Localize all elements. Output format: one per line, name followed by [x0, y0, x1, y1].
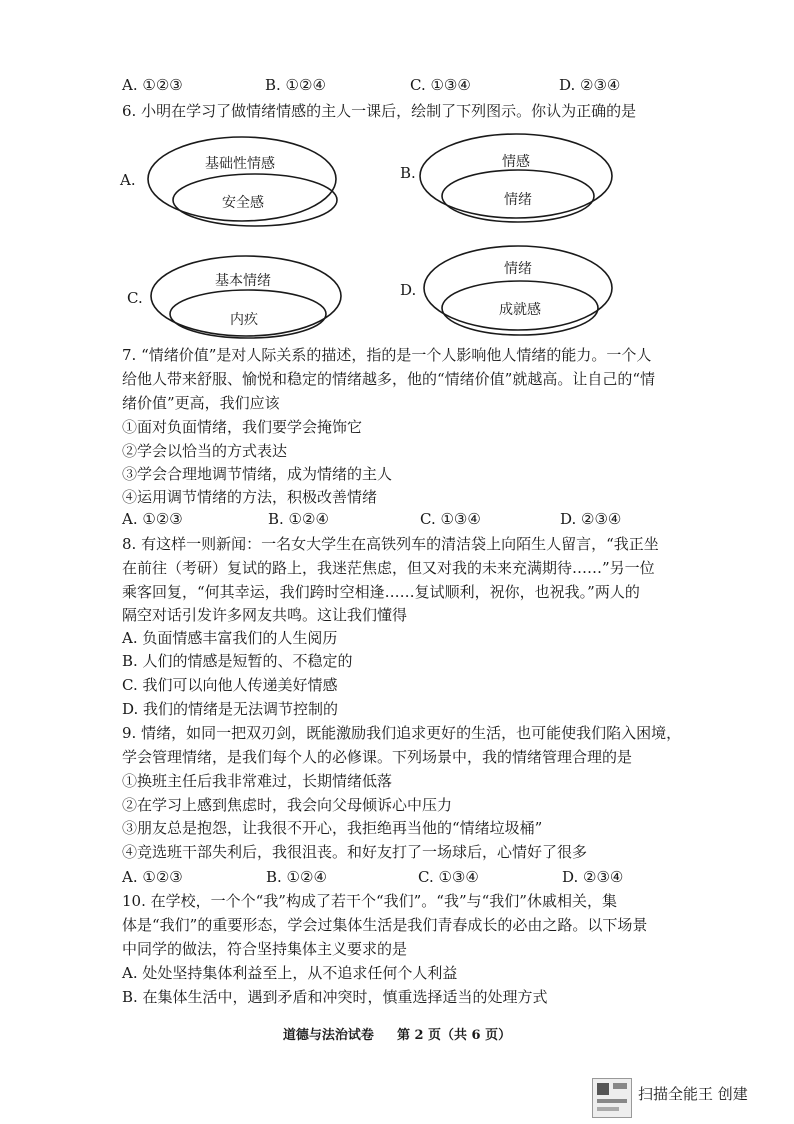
- q6-diagram-a-inner: 安全感: [222, 195, 264, 211]
- q8-option-b: B. 人们的情感是短暂的、不稳定的: [122, 652, 353, 670]
- q7-item-4: ④运用调节情绪的方法，积极改善情绪: [122, 488, 378, 506]
- q6-diagram-d: [422, 244, 622, 344]
- scanner-watermark: 扫描全能王 创建: [638, 1085, 748, 1103]
- q6-diagram-c-inner: 内疚: [230, 312, 258, 328]
- q9-stem-line: 9. 情绪，如同一把双刃剑，既能激励我们追求更好的生活，也可能使我们陷入困境，: [122, 724, 682, 742]
- q10-stem-line: 体是“我们”的重要形态，学会过集体生活是我们青春成长的必由之路。以下场景: [122, 916, 648, 934]
- q7-item-1: ①面对负面情绪，我们要学会掩饰它: [122, 418, 363, 436]
- q5-option-d: D. ②③④: [559, 76, 621, 94]
- q8-option-d: D. 我们的情绪是无法调节控制的: [122, 700, 339, 718]
- q7-item-3: ③学会合理地调节情绪，成为情绪的主人: [122, 465, 393, 483]
- q7-item-2: ②学会以恰当的方式表达: [122, 442, 288, 460]
- q5-options: [122, 74, 682, 96]
- q7-option-a: A. ①②③: [122, 510, 183, 528]
- q8-stem-line: 隔空对话引发许多网友共鸣。这让我们懂得: [122, 606, 408, 624]
- q7-options: [122, 508, 682, 530]
- q9-option-b: B. ①②④: [266, 868, 327, 886]
- q7-option-b: B. ①②④: [268, 510, 329, 528]
- q7-stem-line: 给他人带来舒服、愉悦和稳定的情绪越多，他的“情绪价值”就越高。让自己的“情: [122, 370, 656, 388]
- q8-stem-line: 8. 有这样一则新闻：一名女大学生在高铁列车的清洁袋上向陌生人留言，“我正坐: [122, 535, 659, 553]
- q10-stem-line: 中同学的做法，符合坚持集体主义要求的是: [122, 940, 408, 958]
- q6-diagram-b-outer: 情感: [502, 154, 530, 170]
- q7-option-d: D. ②③④: [560, 510, 622, 528]
- q5-option-b: B. ①②④: [265, 76, 326, 94]
- q10-option-b: B. 在集体生活中，遇到矛盾和冲突时，慎重选择适当的处理方式: [122, 988, 548, 1006]
- q9-item-1: ①换班主任后我非常难过，长期情绪低落: [122, 772, 393, 790]
- q6-stem: 6. 小明在学习了做情绪情感的主人一课后，绘制了下列图示。你认为正确的是: [122, 102, 637, 120]
- q6-diagram-d-outer: 情绪: [504, 261, 532, 277]
- q7-stem-line: 7. “情绪价值”是对人际关系的描述，指的是一个人影响他人情绪的能力。一个人: [122, 346, 652, 364]
- q5-option-c: C. ①③④: [410, 76, 471, 94]
- q6-diagram-a-outer: 基础性情感: [205, 156, 275, 172]
- q5-option-a: A. ①②③: [122, 76, 183, 94]
- footer-subject: 道德与法治试卷: [282, 1028, 374, 1043]
- q9-options: [122, 866, 682, 888]
- q9-item-4: ④竞选班干部失利后，我很沮丧。和好友打了一场球后，心情好了很多: [122, 843, 588, 861]
- q9-stem-line: 学会管理情绪，是我们每个人的必修课。下列场景中，我的情绪管理合理的是: [122, 748, 633, 766]
- q6-diagram-c: [148, 252, 348, 352]
- q9-option-c: C. ①③④: [418, 868, 479, 886]
- q6-diagram-b: [418, 130, 618, 230]
- q8-stem-line: 在前往（考研）复试的路上，我迷茫焦虑，但又对我的未来充满期待……”另一位: [122, 559, 655, 577]
- q6-diagram-a: [145, 135, 345, 235]
- q9-item-2: ②在学习上感到焦虑时，我会向父母倾诉心中压力: [122, 796, 453, 814]
- q9-option-d: D. ②③④: [562, 868, 624, 886]
- q9-option-a: A. ①②③: [122, 868, 183, 886]
- q6-diagram-b-inner: 情绪: [504, 192, 532, 208]
- q7-option-c: C. ①③④: [420, 510, 481, 528]
- q6-diagram-a-letter: A.: [120, 171, 136, 189]
- q6-diagram-d-inner: 成就感: [499, 302, 541, 318]
- q10-option-a: A. 处处坚持集体利益至上，从不追求任何个人利益: [122, 964, 458, 982]
- q6-diagram-b-letter: B.: [400, 164, 416, 182]
- q6-diagram-c-letter: C.: [127, 289, 143, 307]
- q10-stem-line: 10. 在学校，一个个“我”构成了若干个“我们”。“我”与“我们”休戚相关，集: [122, 892, 617, 910]
- footer-page-number: 第 2 页（共 6 页）: [396, 1028, 512, 1043]
- q8-option-a: A. 负面情感丰富我们的人生阅历: [122, 629, 338, 647]
- qr-code-icon: [592, 1078, 632, 1118]
- q8-option-c: C. 我们可以向他人传递美好情感: [122, 676, 338, 694]
- q9-item-3: ③朋友总是抱怨，让我很不开心，我拒绝再当他的“情绪垃圾桶”: [122, 819, 543, 837]
- q8-stem-line: 乘客回复，“何其幸运，我们跨时空相逢……复试顺利，祝你，也祝我。”两人的: [122, 583, 640, 601]
- q7-stem-line: 绪价值”更高，我们应该: [122, 394, 280, 412]
- page-footer: [0, 1024, 794, 1043]
- q6-diagram-d-letter: D.: [400, 281, 417, 299]
- q6-diagram-c-outer: 基本情绪: [215, 273, 271, 289]
